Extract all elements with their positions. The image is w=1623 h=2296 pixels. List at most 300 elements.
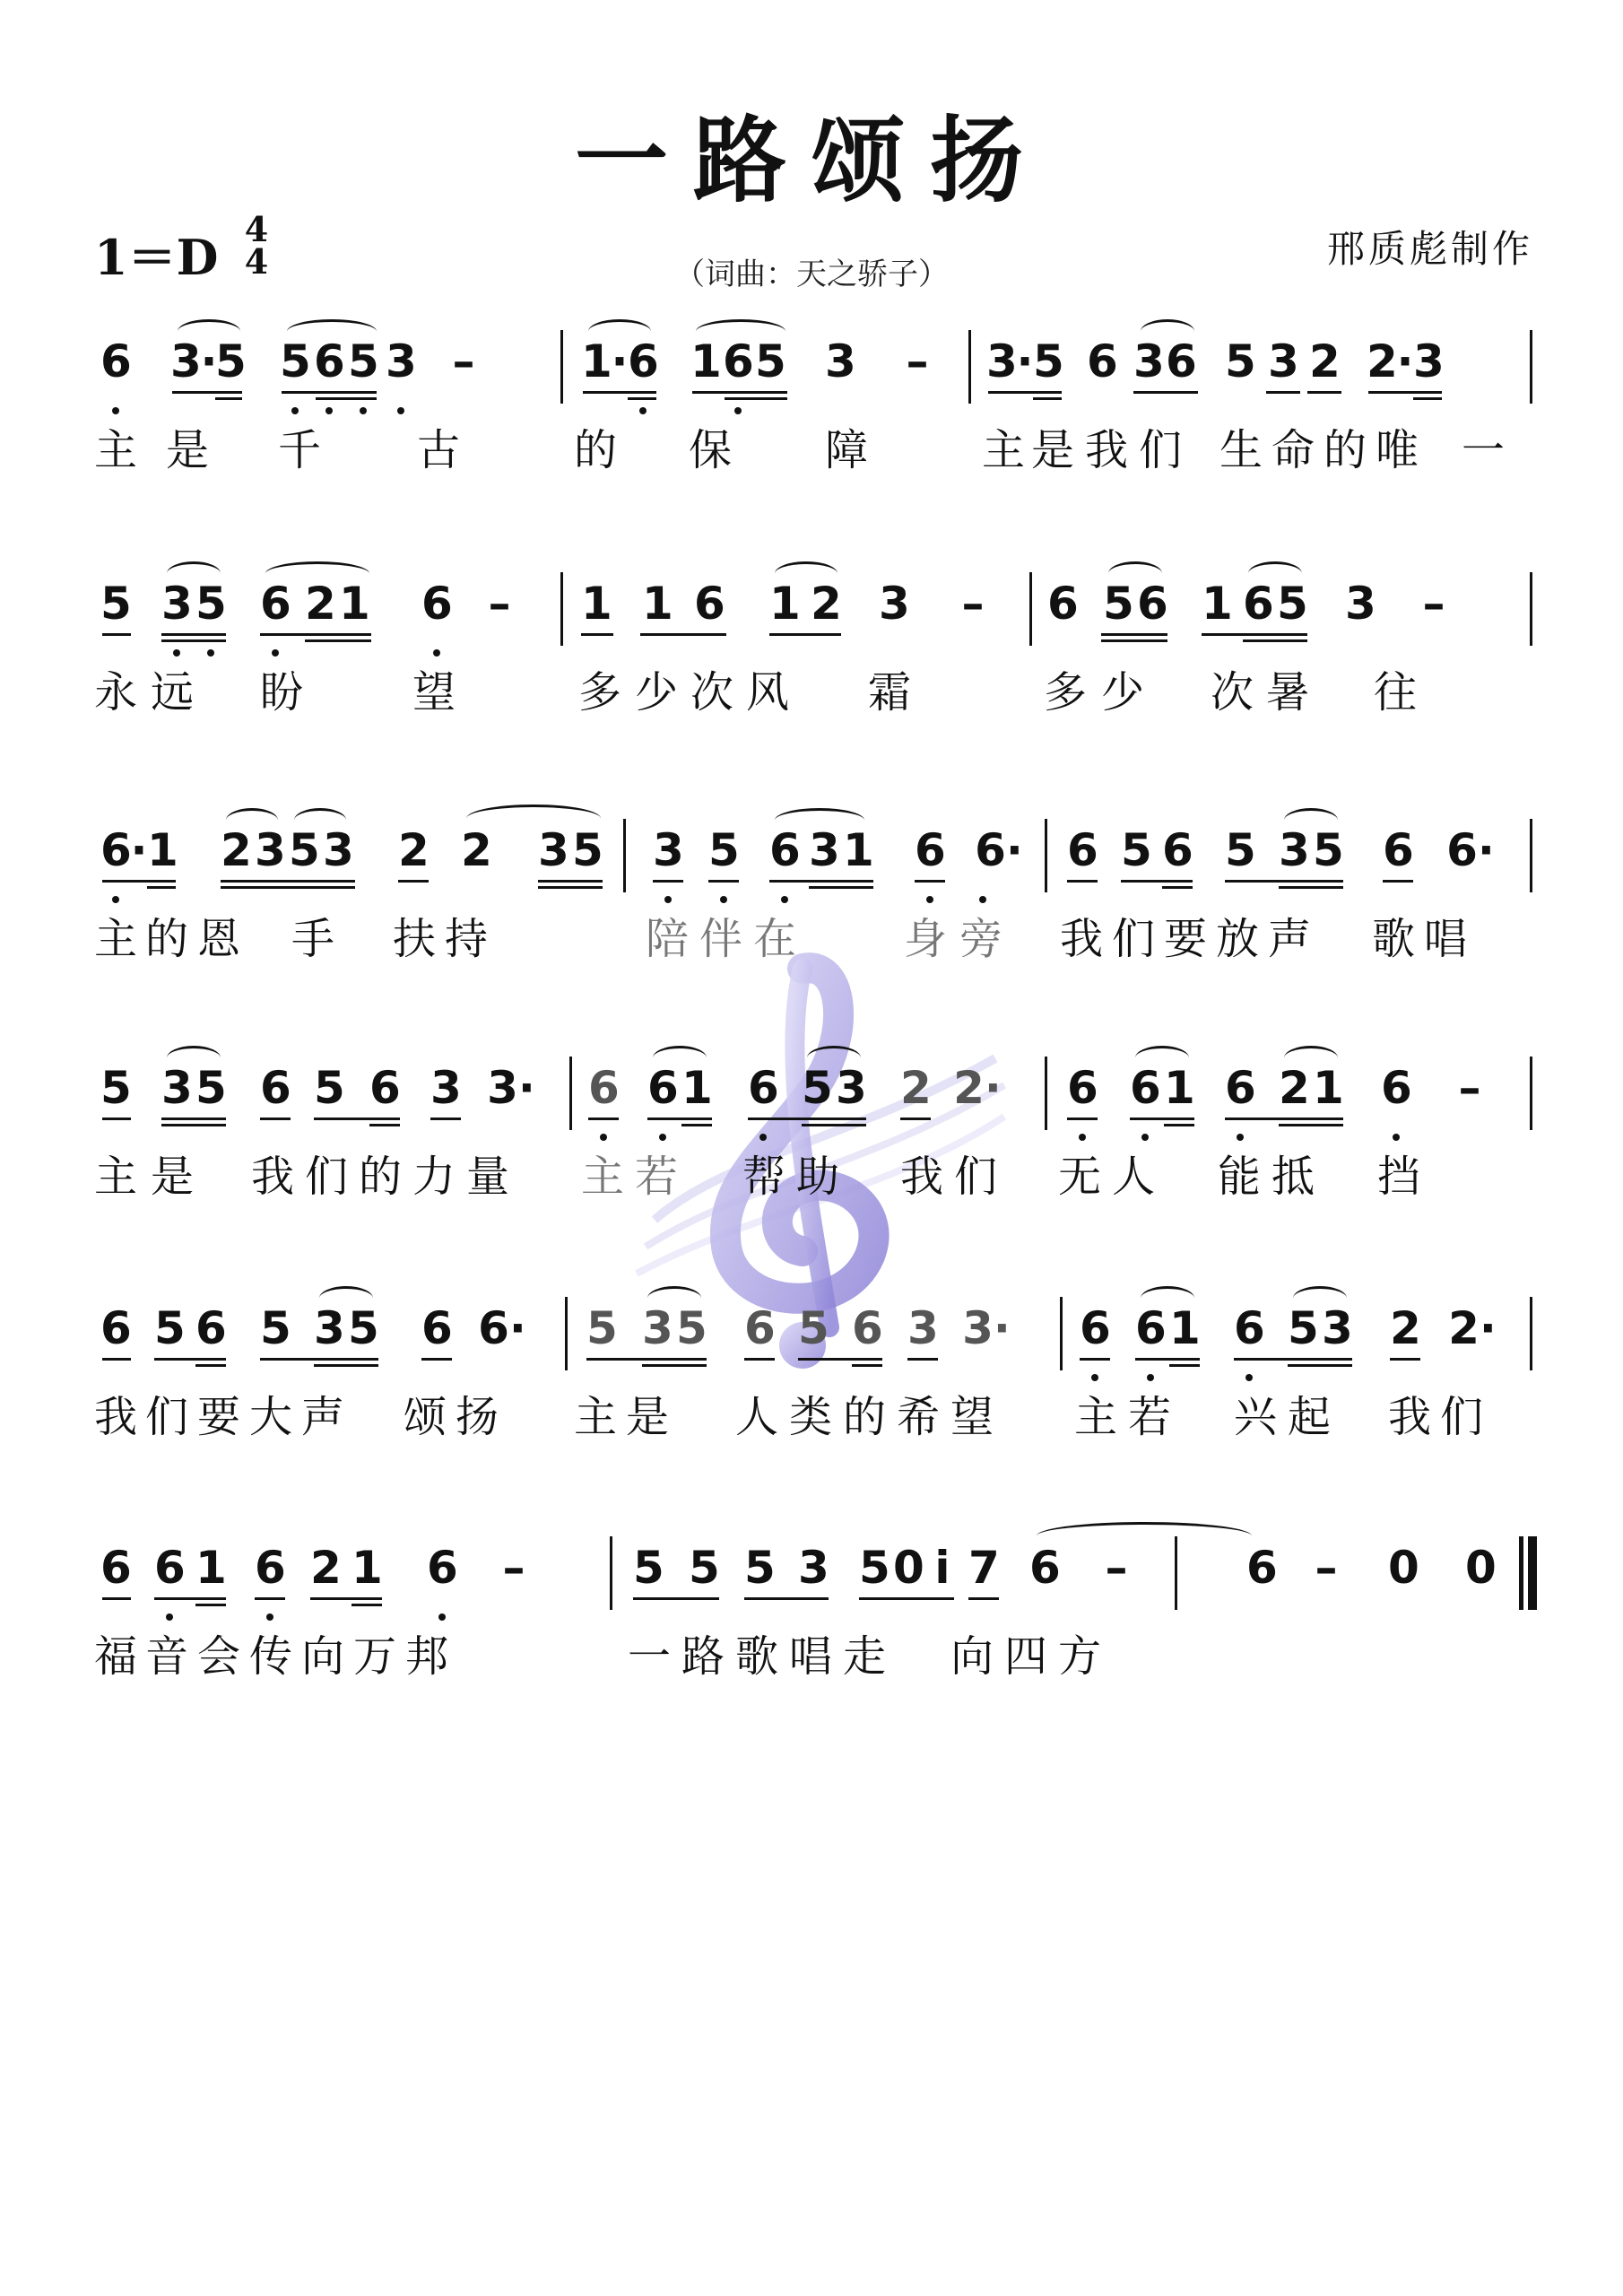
underline — [161, 1118, 226, 1120]
low-octave-dot — [433, 649, 440, 657]
underline — [1383, 880, 1413, 883]
low-octave-dot — [1393, 1134, 1400, 1141]
lyric: 向 — [301, 1631, 345, 1682]
dotted-note: 3· — [962, 1302, 1011, 1354]
note: 6 — [1029, 1542, 1061, 1594]
note: 5 — [633, 1542, 664, 1594]
slur — [287, 319, 377, 344]
notation-row — [90, 1040, 1560, 1139]
lyric: 扬 — [456, 1392, 499, 1442]
low-octave-dot — [266, 1613, 273, 1621]
underline — [809, 886, 873, 889]
note: 3 — [1345, 578, 1376, 630]
note: i — [934, 1542, 950, 1594]
low-octave-dot — [291, 407, 299, 414]
slur — [1293, 1286, 1347, 1310]
underline — [681, 1124, 712, 1126]
note: 5 — [1121, 824, 1152, 876]
low-octave-dot — [759, 1134, 767, 1141]
note: 6 — [694, 578, 725, 630]
underline — [581, 633, 613, 636]
note: 6 — [100, 824, 132, 876]
score-system-6 — [90, 1520, 1560, 1691]
underline — [1164, 1124, 1194, 1126]
dash: – — [1422, 578, 1445, 630]
note: 6 — [100, 1542, 132, 1594]
bar-line — [1530, 1057, 1532, 1130]
lyric: 歌 — [735, 1631, 779, 1682]
lyric: 主 — [1074, 1392, 1118, 1442]
lyric: 主 — [94, 1152, 138, 1202]
note: 2 — [398, 824, 430, 876]
note: 6 — [255, 1542, 286, 1594]
note: 5 — [280, 335, 311, 387]
bar-line — [560, 330, 563, 404]
note: 1 — [642, 578, 673, 630]
dotted-note: 3· — [487, 1062, 535, 1114]
underline — [583, 391, 656, 394]
note: 3 — [314, 1302, 345, 1354]
slur — [1284, 1046, 1338, 1070]
note: 5 — [100, 578, 132, 630]
lyric: 们 — [954, 1152, 998, 1202]
note: 6 — [100, 1302, 132, 1354]
lyric: 的 — [574, 425, 618, 475]
note: 1 — [195, 1542, 227, 1594]
lyric: 手 — [291, 914, 335, 964]
note: 6 — [1234, 1302, 1265, 1354]
lyric: 我 — [1060, 914, 1104, 964]
lyric: 一 — [628, 1631, 672, 1682]
note: 0 — [893, 1542, 924, 1594]
underline — [430, 1118, 461, 1120]
underline — [1101, 633, 1167, 636]
note: 5 — [1288, 1302, 1319, 1354]
underline — [1121, 880, 1193, 883]
lyric: 的 — [359, 1152, 403, 1202]
lyric: 我 — [1388, 1392, 1432, 1442]
note: 3 — [825, 335, 856, 387]
underline — [1101, 639, 1167, 642]
note: 3 — [809, 824, 840, 876]
slur — [1141, 319, 1194, 344]
slur — [265, 561, 369, 586]
slur — [588, 319, 651, 344]
lyric: 们 — [145, 1392, 189, 1442]
lyric: 暑 — [1266, 667, 1310, 718]
low-octave-dot — [397, 407, 404, 414]
note: 6 — [647, 1062, 679, 1114]
lyric: 兴 — [1234, 1392, 1278, 1442]
lyric: 保 — [689, 425, 733, 475]
note: 5 — [1225, 824, 1256, 876]
underline — [1307, 391, 1341, 394]
note: 6 — [421, 578, 453, 630]
note: 6 — [1087, 335, 1118, 387]
dash: – — [488, 578, 511, 630]
note: 3 — [798, 1542, 829, 1594]
dash: – — [961, 578, 985, 630]
dotted-note: 6· — [478, 1302, 526, 1354]
dash: – — [1458, 1062, 1481, 1114]
underline — [102, 880, 176, 883]
underline — [369, 1124, 400, 1126]
underline — [1202, 633, 1307, 636]
underline — [798, 1358, 882, 1361]
lyric: 身 — [904, 914, 948, 964]
low-octave-dot — [166, 1613, 173, 1621]
note: 6 — [1225, 1062, 1256, 1114]
underline — [1279, 1124, 1343, 1126]
score-system-4 — [90, 1040, 1560, 1211]
lyric: 类 — [789, 1392, 833, 1442]
lyrics-row — [90, 423, 1560, 477]
note: 5 — [348, 335, 379, 387]
bar-line — [1029, 572, 1032, 646]
note: 5 — [1313, 824, 1344, 876]
lyric: 若 — [1128, 1392, 1172, 1442]
note: 6 — [588, 1062, 620, 1114]
low-octave-dot — [926, 896, 933, 903]
lyric: 方 — [1058, 1631, 1102, 1682]
low-octave-dot — [360, 407, 367, 414]
note: 3 — [653, 824, 684, 876]
note: 5 — [744, 1542, 776, 1594]
underline — [102, 633, 131, 636]
time-signature-bottom: 4 — [244, 241, 269, 282]
underline — [161, 1124, 226, 1126]
slur — [775, 808, 864, 832]
note: 6 — [1130, 1062, 1161, 1114]
note: 2 — [221, 824, 252, 876]
lyric: 盼 — [260, 667, 304, 718]
note: 6 — [421, 1302, 453, 1354]
underline — [255, 1597, 285, 1600]
lyric: 多 — [1044, 667, 1088, 718]
bar-line — [1530, 1297, 1532, 1370]
lyric: 是 — [166, 425, 210, 475]
note: 2 — [310, 1542, 342, 1594]
note: 6 — [195, 1302, 227, 1354]
dash: – — [1315, 1542, 1338, 1594]
note: 5 — [802, 1062, 833, 1114]
underline — [314, 1364, 378, 1367]
underline — [260, 633, 371, 636]
note: 5 — [689, 1542, 720, 1594]
low-octave-dot — [173, 649, 180, 657]
underline — [161, 633, 226, 636]
underline — [1288, 1364, 1352, 1367]
slur — [1037, 1522, 1252, 1550]
note: 5 — [572, 824, 603, 876]
underline — [744, 1597, 829, 1600]
note: 5 — [1225, 335, 1256, 387]
notation-row — [90, 803, 1560, 901]
lyric: 主 — [94, 425, 138, 475]
underline — [316, 397, 377, 400]
low-octave-dot — [659, 1134, 666, 1141]
note: 3 — [161, 578, 193, 630]
rest: 0 — [1465, 1542, 1497, 1594]
lyric: 唱 — [1424, 914, 1468, 964]
note: 6 — [1162, 824, 1193, 876]
dotted-note: 2· — [953, 1062, 1002, 1114]
note: 3 — [1279, 824, 1310, 876]
note: 6 — [744, 1302, 776, 1354]
underline — [642, 1364, 707, 1367]
slur — [696, 319, 785, 344]
lyric: 少 — [635, 667, 679, 718]
underline — [988, 391, 1062, 394]
bar-line — [610, 1536, 612, 1610]
lyric: 量 — [466, 1152, 510, 1202]
lyrics-row — [90, 1630, 1560, 1683]
bar-line — [1045, 1057, 1047, 1130]
underline — [748, 1118, 866, 1120]
lyric: 一 — [1462, 425, 1506, 475]
rest: 0 — [1388, 1542, 1419, 1594]
lyric: 帮 — [742, 1152, 786, 1202]
underline — [154, 1597, 226, 1600]
low-octave-dot — [979, 896, 986, 903]
note: 7 — [968, 1542, 1000, 1594]
bar-line — [565, 1297, 568, 1370]
note: 1 — [681, 1062, 713, 1114]
note: 1 — [581, 335, 612, 387]
low-octave-dot — [112, 896, 119, 903]
lyric: 是 — [1031, 425, 1075, 475]
lyric: 要 — [1164, 914, 1208, 964]
key-signature: 1＝D — [94, 229, 219, 286]
lyric: 次 — [1211, 667, 1254, 718]
lyric: 人 — [1112, 1152, 1156, 1202]
note: 5 — [100, 1062, 132, 1114]
score-system-5 — [90, 1281, 1560, 1451]
lyric: 们 — [1440, 1392, 1484, 1442]
note: 2 — [1309, 335, 1341, 387]
note: 3 — [642, 1302, 673, 1354]
underline — [1266, 391, 1300, 394]
dotted-note: 6· — [975, 824, 1023, 876]
lyric: 生 — [1219, 425, 1263, 475]
underline — [1162, 886, 1193, 889]
note: 6 — [748, 1062, 779, 1114]
low-octave-dot — [639, 407, 647, 414]
score-system-1 — [90, 314, 1560, 484]
lyric: 次 — [690, 667, 734, 718]
slur — [775, 561, 838, 586]
note: 2 — [461, 824, 492, 876]
dash: – — [502, 1542, 525, 1594]
note: 5 — [586, 1302, 618, 1354]
lyric: 四 — [1004, 1631, 1048, 1682]
note: 6 — [1243, 578, 1274, 630]
final-bar-line-thin — [1519, 1536, 1523, 1610]
bar-line — [1060, 1297, 1063, 1370]
lyric: 们 — [1139, 425, 1183, 475]
underline — [1225, 880, 1343, 883]
underline — [314, 1118, 400, 1120]
note: 6 — [260, 1062, 291, 1114]
slur — [653, 1046, 707, 1070]
lyric: 传 — [249, 1631, 293, 1682]
underline — [802, 1124, 866, 1126]
score-maker: 邢质彪制作 — [1326, 227, 1533, 271]
notation-row — [90, 1281, 1560, 1379]
underline — [161, 639, 226, 642]
low-octave-dot — [112, 407, 119, 414]
note: 3 — [836, 1062, 867, 1114]
underline — [1130, 1118, 1194, 1120]
note: 1 — [1169, 1302, 1201, 1354]
lyric: 声 — [301, 1392, 345, 1442]
underline — [769, 633, 841, 636]
underline — [538, 886, 603, 889]
note: 6 — [314, 335, 345, 387]
lyric: 远 — [151, 667, 195, 718]
underline — [538, 880, 603, 883]
lyric: 霜 — [868, 667, 912, 718]
note: 5 — [755, 335, 786, 387]
slur — [178, 319, 240, 344]
lyric: 们 — [1112, 914, 1156, 964]
note: 5 — [314, 1062, 345, 1114]
notation-row — [90, 1520, 1560, 1619]
lyric: 大 — [249, 1392, 293, 1442]
lyrics-row — [90, 912, 1560, 966]
underline — [398, 880, 429, 883]
note: 2 — [305, 578, 336, 630]
score-system-3 — [90, 803, 1560, 973]
score-system-2 — [90, 556, 1560, 726]
underline — [1067, 880, 1098, 883]
dotted-note: 2· — [1448, 1302, 1497, 1354]
slur — [647, 1286, 701, 1310]
note: 5 — [289, 824, 320, 876]
lyric: 向 — [950, 1631, 994, 1682]
note: 1 — [352, 1542, 383, 1594]
underline — [1390, 1358, 1420, 1361]
underline — [1033, 397, 1062, 400]
note: 2 — [1367, 335, 1398, 387]
lyric: 邦 — [405, 1631, 449, 1682]
note: 1 — [1313, 1062, 1344, 1114]
underline — [195, 1364, 226, 1367]
lyric: 音 — [145, 1631, 189, 1682]
lyric: 我 — [251, 1152, 295, 1202]
note: 5 — [195, 578, 227, 630]
bar-line — [569, 1057, 572, 1130]
slur — [1108, 561, 1162, 586]
lyric: 声 — [1268, 914, 1312, 964]
underline — [640, 633, 726, 636]
bar-line — [1530, 819, 1532, 892]
lyric: 恩 — [197, 914, 241, 964]
note: 3 — [161, 1062, 193, 1114]
lyric: 放 — [1216, 914, 1260, 964]
note: 3 — [879, 578, 910, 630]
underline — [900, 1118, 931, 1120]
underline — [1413, 397, 1442, 400]
note: 1 — [1202, 578, 1233, 630]
note: 5 — [1103, 578, 1134, 630]
lyric: 古 — [417, 425, 461, 475]
note: 6 — [1383, 824, 1414, 876]
final-bar-line-thick — [1528, 1536, 1537, 1610]
underline — [260, 1358, 378, 1361]
lyric: 唱 — [789, 1631, 833, 1682]
bar-line — [1530, 330, 1532, 404]
note: 5 — [215, 335, 247, 387]
note: 6 — [1246, 1542, 1278, 1594]
dash: – — [452, 335, 475, 387]
note: 3 — [1268, 335, 1299, 387]
underline — [653, 880, 683, 883]
note: 5 — [1277, 578, 1308, 630]
note: 2 — [1390, 1302, 1421, 1354]
lyric: 命 — [1271, 425, 1315, 475]
lyric: 歌 — [1372, 914, 1416, 964]
note-dot: · — [200, 335, 218, 387]
low-octave-dot — [781, 896, 788, 903]
lyric: 往 — [1374, 667, 1418, 718]
lyric: 若 — [635, 1152, 679, 1202]
note: 6 — [1381, 1062, 1412, 1114]
underline — [725, 397, 787, 400]
lyric: 风 — [746, 667, 790, 718]
lyric: 旁 — [959, 914, 1003, 964]
lyric: 唯 — [1376, 425, 1419, 475]
underline — [628, 397, 656, 400]
note: 5 — [798, 1302, 829, 1354]
lyric: 我 — [1085, 425, 1129, 475]
lyric: 人 — [735, 1392, 779, 1442]
note: 6 — [628, 335, 659, 387]
bar-line — [1175, 1536, 1177, 1610]
note-dot: · — [1396, 335, 1414, 387]
underline — [352, 1604, 382, 1606]
slur — [167, 1046, 221, 1070]
lyric: 望 — [412, 667, 456, 718]
note: 1 — [339, 578, 370, 630]
slur — [167, 561, 221, 586]
note: 1 — [1164, 1062, 1195, 1114]
note: 5 — [260, 1302, 291, 1354]
note-dot: · — [611, 335, 629, 387]
note: 5 — [708, 824, 740, 876]
slur — [807, 1046, 861, 1070]
lyric: 主 — [581, 1152, 625, 1202]
lyric: 永 — [94, 667, 138, 718]
lyric: 走 — [843, 1631, 887, 1682]
underline — [102, 1358, 131, 1361]
underline — [744, 1358, 775, 1361]
note: 6 — [260, 578, 291, 630]
slur — [1248, 561, 1302, 586]
notation-row — [90, 556, 1560, 655]
bar-line — [1045, 819, 1047, 892]
lyric: 主 — [574, 1392, 618, 1442]
underline — [421, 1358, 452, 1361]
underline — [1067, 1118, 1098, 1120]
note: 6 — [427, 1542, 458, 1594]
lyric: 陪 — [646, 914, 690, 964]
underline — [907, 1358, 938, 1361]
note: 1 — [769, 578, 801, 630]
note: 3 — [1322, 1302, 1353, 1354]
lyric: 会 — [197, 1631, 241, 1682]
lyric: 福 — [94, 1631, 138, 1682]
